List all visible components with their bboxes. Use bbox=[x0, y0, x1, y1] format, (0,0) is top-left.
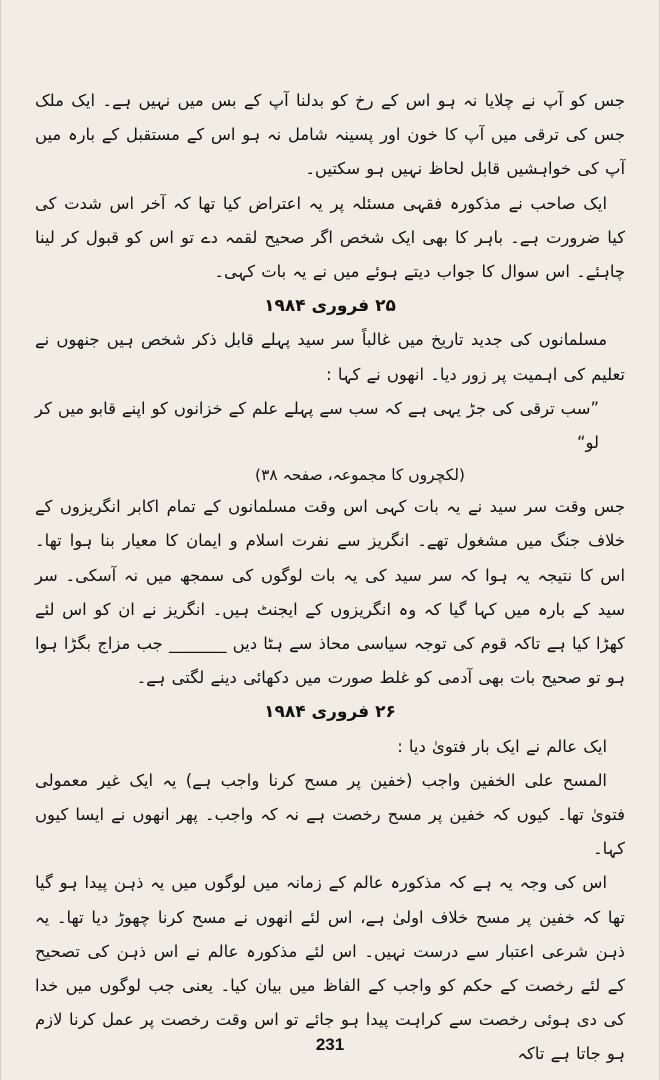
page-text bbox=[35, 84, 625, 1072]
date-heading-2: ۲۶ فروری ۱۹۸۴ bbox=[264, 702, 396, 723]
paragraph-3: مسلمانوں کی جدید تاریخ میں غالباً سر سید پہلے قابل ذکر شخص ہیں جنھوں نے تعلیم کی اہمیت پر زور دیا۔ انھوں نے کہا : bbox=[35, 330, 625, 384]
paragraph-4: جس وقت سر سید نے یہ بات کہی اس وقت مسلمانوں کے تمام اکابر انگریزوں کے خلاف جنگ میں مشغول تھے۔ انگریز سے نفرت اسلام و ایمان کا معیار بنا ہوا تھا۔ اس کا نتیجہ یہ ہوا کہ سر سید کی یہ بات لوگوں کی سمجھ میں نہ آسکی۔ سر سید کے بارہ میں کہا گیا کہ وہ انگریزوں کے ایجنٹ ہیں۔ انگریز نے ان کو اس لئے کھڑا کیا ہے تاکہ قوم کی توجہ سیاسی محاذ سے ہٹا دیں _______ جب مزاج بگڑا ہوا ہو تو صحیح بات بھی آدمی کو غلط صورت میں دکھائی دینے لگتی ہے۔ bbox=[35, 497, 625, 688]
paragraph-7: اس کی وجہ یہ ہے کہ مذکورہ عالم کے زمانہ میں لوگوں میں یہ ذہن پیدا ہو گیا تھا کہ خفین پر مسح خلاف اولیٰ ہے، اس لئے انھوں نے مسح کرنا چھوڑ دیا تھا۔ یہ ذہن شرعی اعتبار سے درست نہیں۔ اس لئے مذکورہ عالم نے اس ذہن کی تصحیح کے لئے رخصت کے حکم کو واجب کے الفاظ میں بیان کیا۔ یعنی جب لوگوں میں خدا کی دی ہوئی رخصت سے کراہت پیدا ہو جائے تو اس وقت رخصت پر عمل کرنا لازم ہو جاتا ہے تاکہ bbox=[35, 873, 625, 1064]
paragraph-6: المسح علی الخفین واجب (خفین پر مسح کرنا واجب ہے) یہ ایک غیر معمولی فتویٰ تھا۔ کیوں کہ خفین پر مسح رخصت ہے نہ کہ واجب۔ پھر انھوں نے ایسا کیوں کہا۔ bbox=[35, 770, 625, 859]
paragraph-2: ایک صاحب نے مذکورہ فقہی مسئلہ پر یہ اعتراض کیا تھا کہ آخر اس شدت کی کیا ضرورت ہے۔ باہر کا بھی ایک شخص اگر صحیح لقمہ دے تو اس کو قبول کر لینا چاہئے۔ اس سوال کا جواب دیتے ہوئے میں نے یہ بات کہی۔ bbox=[35, 193, 625, 282]
quotation: ”سب ترقی کی جڑ یہی ہے کہ سب سے پہلے علم کے خزانوں کو اپنے قابو میں کر لو“ bbox=[35, 398, 599, 453]
quotation-source: (لکچروں کا مجموعہ، صفحہ ۳۸) bbox=[255, 466, 465, 485]
paragraph-5: ایک عالم نے ایک بار فتویٰ دیا : bbox=[397, 736, 607, 756]
date-heading-1: ۲۵ فروری ۱۹۸۴ bbox=[264, 296, 396, 317]
paragraph-1: جس کو آپ نے چلایا نہ ہو اس کے رخ کو بدلنا آپ کے بس میں نہیں ہے۔ ایک ملک جس کی ترقی میں آپ کا خون اور پسینہ شامل نہ ہو اس کے مستقبل کے بارہ میں آپ کی خواہشیں قابل لحاظ نہیں ہو سکتیں۔ bbox=[35, 91, 625, 179]
page-number: 231 bbox=[315, 1035, 345, 1054]
